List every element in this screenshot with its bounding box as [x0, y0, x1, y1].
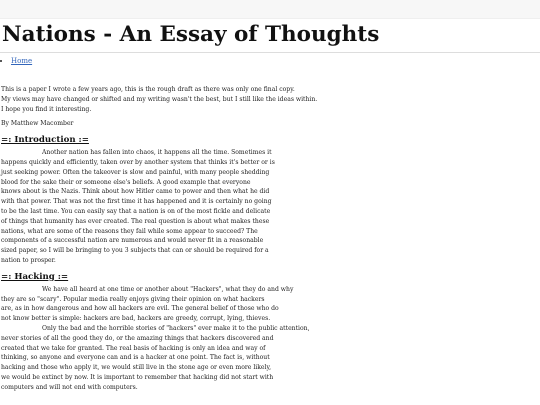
paragraph-line: just seeking power. Often the takeover is slow and painful, with many people shedding — [1, 168, 270, 176]
nav-item-home — [11, 56, 540, 66]
paragraph-line: of things that humanity has ever created. The real question is about what makes these — [1, 217, 270, 225]
top-bar — [0, 0, 540, 19]
paragraph-line: knows about is the Nazis. Think about how Hitler came to power and then what he did — [1, 188, 270, 196]
paragraph-line: thinking, so anyone and everyone can and is a hacker at one point. The fact is, without — [1, 354, 270, 362]
paragraph-line: nations, what are some of the reasons they fail while some appear to succeed? The — [1, 227, 258, 235]
paragraph-line: components of a successful nation are numerous and would never fit in a reasonable — [1, 237, 264, 245]
paragraph-line: Only the bad and the horrible stories of "hackers" ever make it to the public attention, — [42, 324, 310, 332]
intro-line: My views may have changed or shifted and my writing wasn't the best, but I still like the ideas within. — [1, 95, 318, 103]
paragraph-line: blood for the sake their or someone else's beliefs. A good example that everyone — [1, 178, 251, 186]
intro-line: This is a paper I wrote a few years ago, this is the rough draft as there was only one final copy. — [1, 86, 295, 93]
paragraph-line: to be the last time. You can easily say that a nation is on of the most fickle and delicate — [1, 207, 271, 215]
section-heading-introduction: =: Introduction := — [1, 135, 89, 146]
home-link[interactable]: Home — [11, 57, 33, 65]
paragraph-line: they are so "scary". Popular media really enjoys giving their opinion on what hackers — [1, 295, 265, 303]
byline: By Matthew Macomber — [1, 120, 74, 128]
paragraph-line: nation to prosper. — [1, 256, 56, 264]
title-divider — [0, 52, 540, 53]
paragraph-line: Another nation has fallen into chaos, it happens all the time. Sometimes it — [42, 149, 272, 157]
paragraph-line: We have all heard at one time or another about "Hackers", what they do and why — [42, 285, 294, 293]
paragraph-line: we would be extinct by now. It is important to remember that hacking did not start with — [1, 373, 274, 381]
paragraph-line: never stories of all the good they do, or the amazing things that hackers discovered and — [1, 334, 274, 342]
paragraph-line: not know better is simple: hackers are bad, hackers are greedy, corrupt, lying, thieves. — [1, 315, 271, 323]
nav-list — [0, 56, 540, 66]
paragraph-line: hacking and those who apply it, we would still live in the stone age or even more likely, — [1, 364, 272, 372]
intro-line: I hope you find it interesting. — [1, 105, 92, 113]
page-title: Nations - An Essay of Thoughts — [2, 22, 380, 47]
paragraph-line: happens quickly and efficiently, taken over by another system that thinks it's better or is — [1, 158, 275, 166]
paragraph-line: sized paper, so I will be bringing to you 3 subjects that can or should be required for a — [1, 247, 269, 255]
paragraph-line: created that we take for granted. The real basis of hacking is only an idea and way of — [1, 344, 266, 352]
paragraph-line: are, as in how dangerous and how all hackers are evil. The general belief of those who do — [1, 305, 279, 313]
paragraph-line: computers and will not end with computers. — [1, 383, 138, 391]
section-heading-hacking: =: Hacking := — [1, 271, 69, 282]
paragraph-line: with that power. That was not the first time it has happened and it is certainly no going — [1, 198, 272, 206]
article-body — [0, 66, 540, 393]
